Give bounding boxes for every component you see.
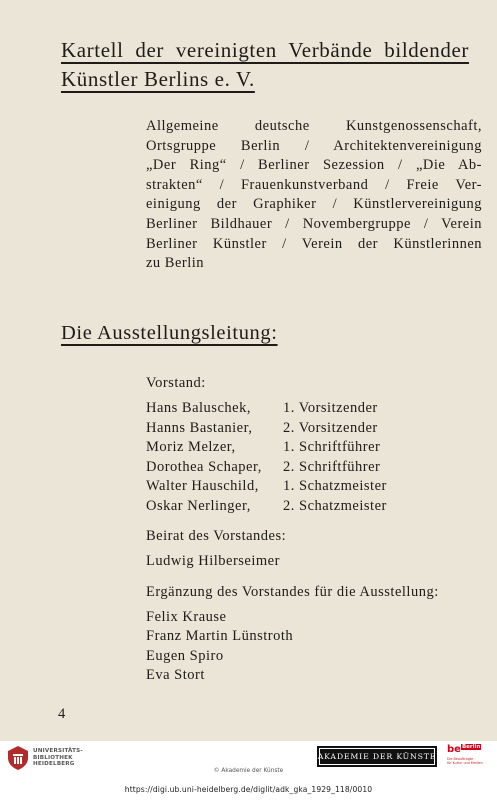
member-name: Oskar Nerlinger,: [146, 497, 251, 514]
member-line: Berliner Bildhauer / Novembergruppe / Verein: [146, 215, 482, 232]
title-line-2: Künstler Berlins e. V.: [61, 67, 255, 91]
title-line-1: Kartell der vereinigten Verbände bildender: [61, 38, 469, 62]
member-line: Ortsgruppe Berlin / Architektenvereinigung: [146, 137, 482, 154]
board-member-row: [146, 438, 439, 458]
board-member-row: [146, 497, 439, 517]
board-member-row: [146, 458, 439, 478]
member-name: Walter Hauschild,: [146, 478, 259, 494]
page-title: [61, 36, 481, 94]
member-line: „Der Ring“ / Berliner Sezession / „Die Ab-: [146, 157, 482, 174]
member-line: einigung der Graphiker / Künstlervereinigung: [146, 196, 482, 213]
beirat-label: Beirat des Vorstandes:: [146, 528, 287, 544]
ergaenzung-name: Felix Krause: [146, 608, 227, 625]
board-listing: [146, 373, 439, 686]
viewer-footer: [0, 741, 497, 801]
ergaenzung-name: Eugen Spiro: [146, 647, 224, 664]
member-name: Hanns Bastanier,: [146, 419, 253, 436]
member-associations-paragraph: [146, 117, 482, 274]
akademie-der-kuenste-logo[interactable]: AKADEMIE DER KÜNSTE: [317, 746, 437, 767]
bkm-logo[interactable]: $be^{Berlin}$ Die Beauftragte für Kultur und Medien: [447, 744, 483, 765]
university-logo-text: UNIVERSITÄTS- BIBLIOTHEK HEIDELBERG: [33, 748, 83, 768]
member-name: Dorothea Schaper,: [146, 458, 262, 475]
member-line: Berliner Künstler / Verein der Künstlerinnen: [146, 235, 482, 252]
permalink-url[interactable]: https://digi.ub.uni-heidelberg.de/diglit/adk_gka_1929_118/0010: [124, 785, 373, 794]
ergaenzung-label: Ergänzung des Vorstandes für die Ausstellung:: [146, 583, 439, 600]
member-role: 2. Schatzmeister: [283, 497, 387, 514]
member-role: 1. Vorsitzender: [283, 400, 378, 416]
member-line: Allgemeine deutsche Kunstgenossenschaft,: [146, 118, 482, 134]
page-number: 4: [58, 706, 66, 722]
member-role: 1. Schatzmeister: [283, 478, 387, 494]
ergaenzung-name: Eva Stort: [146, 667, 205, 683]
member-line: strakten“ / Frauenkunstverband / Freie Ver-: [146, 176, 482, 193]
ergaenzung-name: Franz Martin Lünstroth: [146, 628, 294, 644]
board-member-row: [146, 419, 439, 439]
vorstand-label: Vorstand:: [146, 375, 206, 391]
section-heading: Die Ausstellungsleitung:: [61, 322, 278, 344]
copyright-credit: © Akademie der Künste: [213, 768, 284, 774]
member-role: 1. Schriftführer: [283, 439, 381, 455]
member-role: 2. Schriftführer: [283, 458, 381, 475]
member-name: Hans Baluschek,: [146, 400, 251, 416]
board-member-row: [146, 399, 439, 419]
member-name: Moriz Melzer,: [146, 439, 236, 455]
member-line: zu Berlin: [146, 255, 205, 272]
beirat-name: Ludwig Hilberseimer: [146, 553, 280, 569]
board-member-row: [146, 477, 439, 497]
member-role: 2. Vorsitzender: [283, 419, 378, 436]
